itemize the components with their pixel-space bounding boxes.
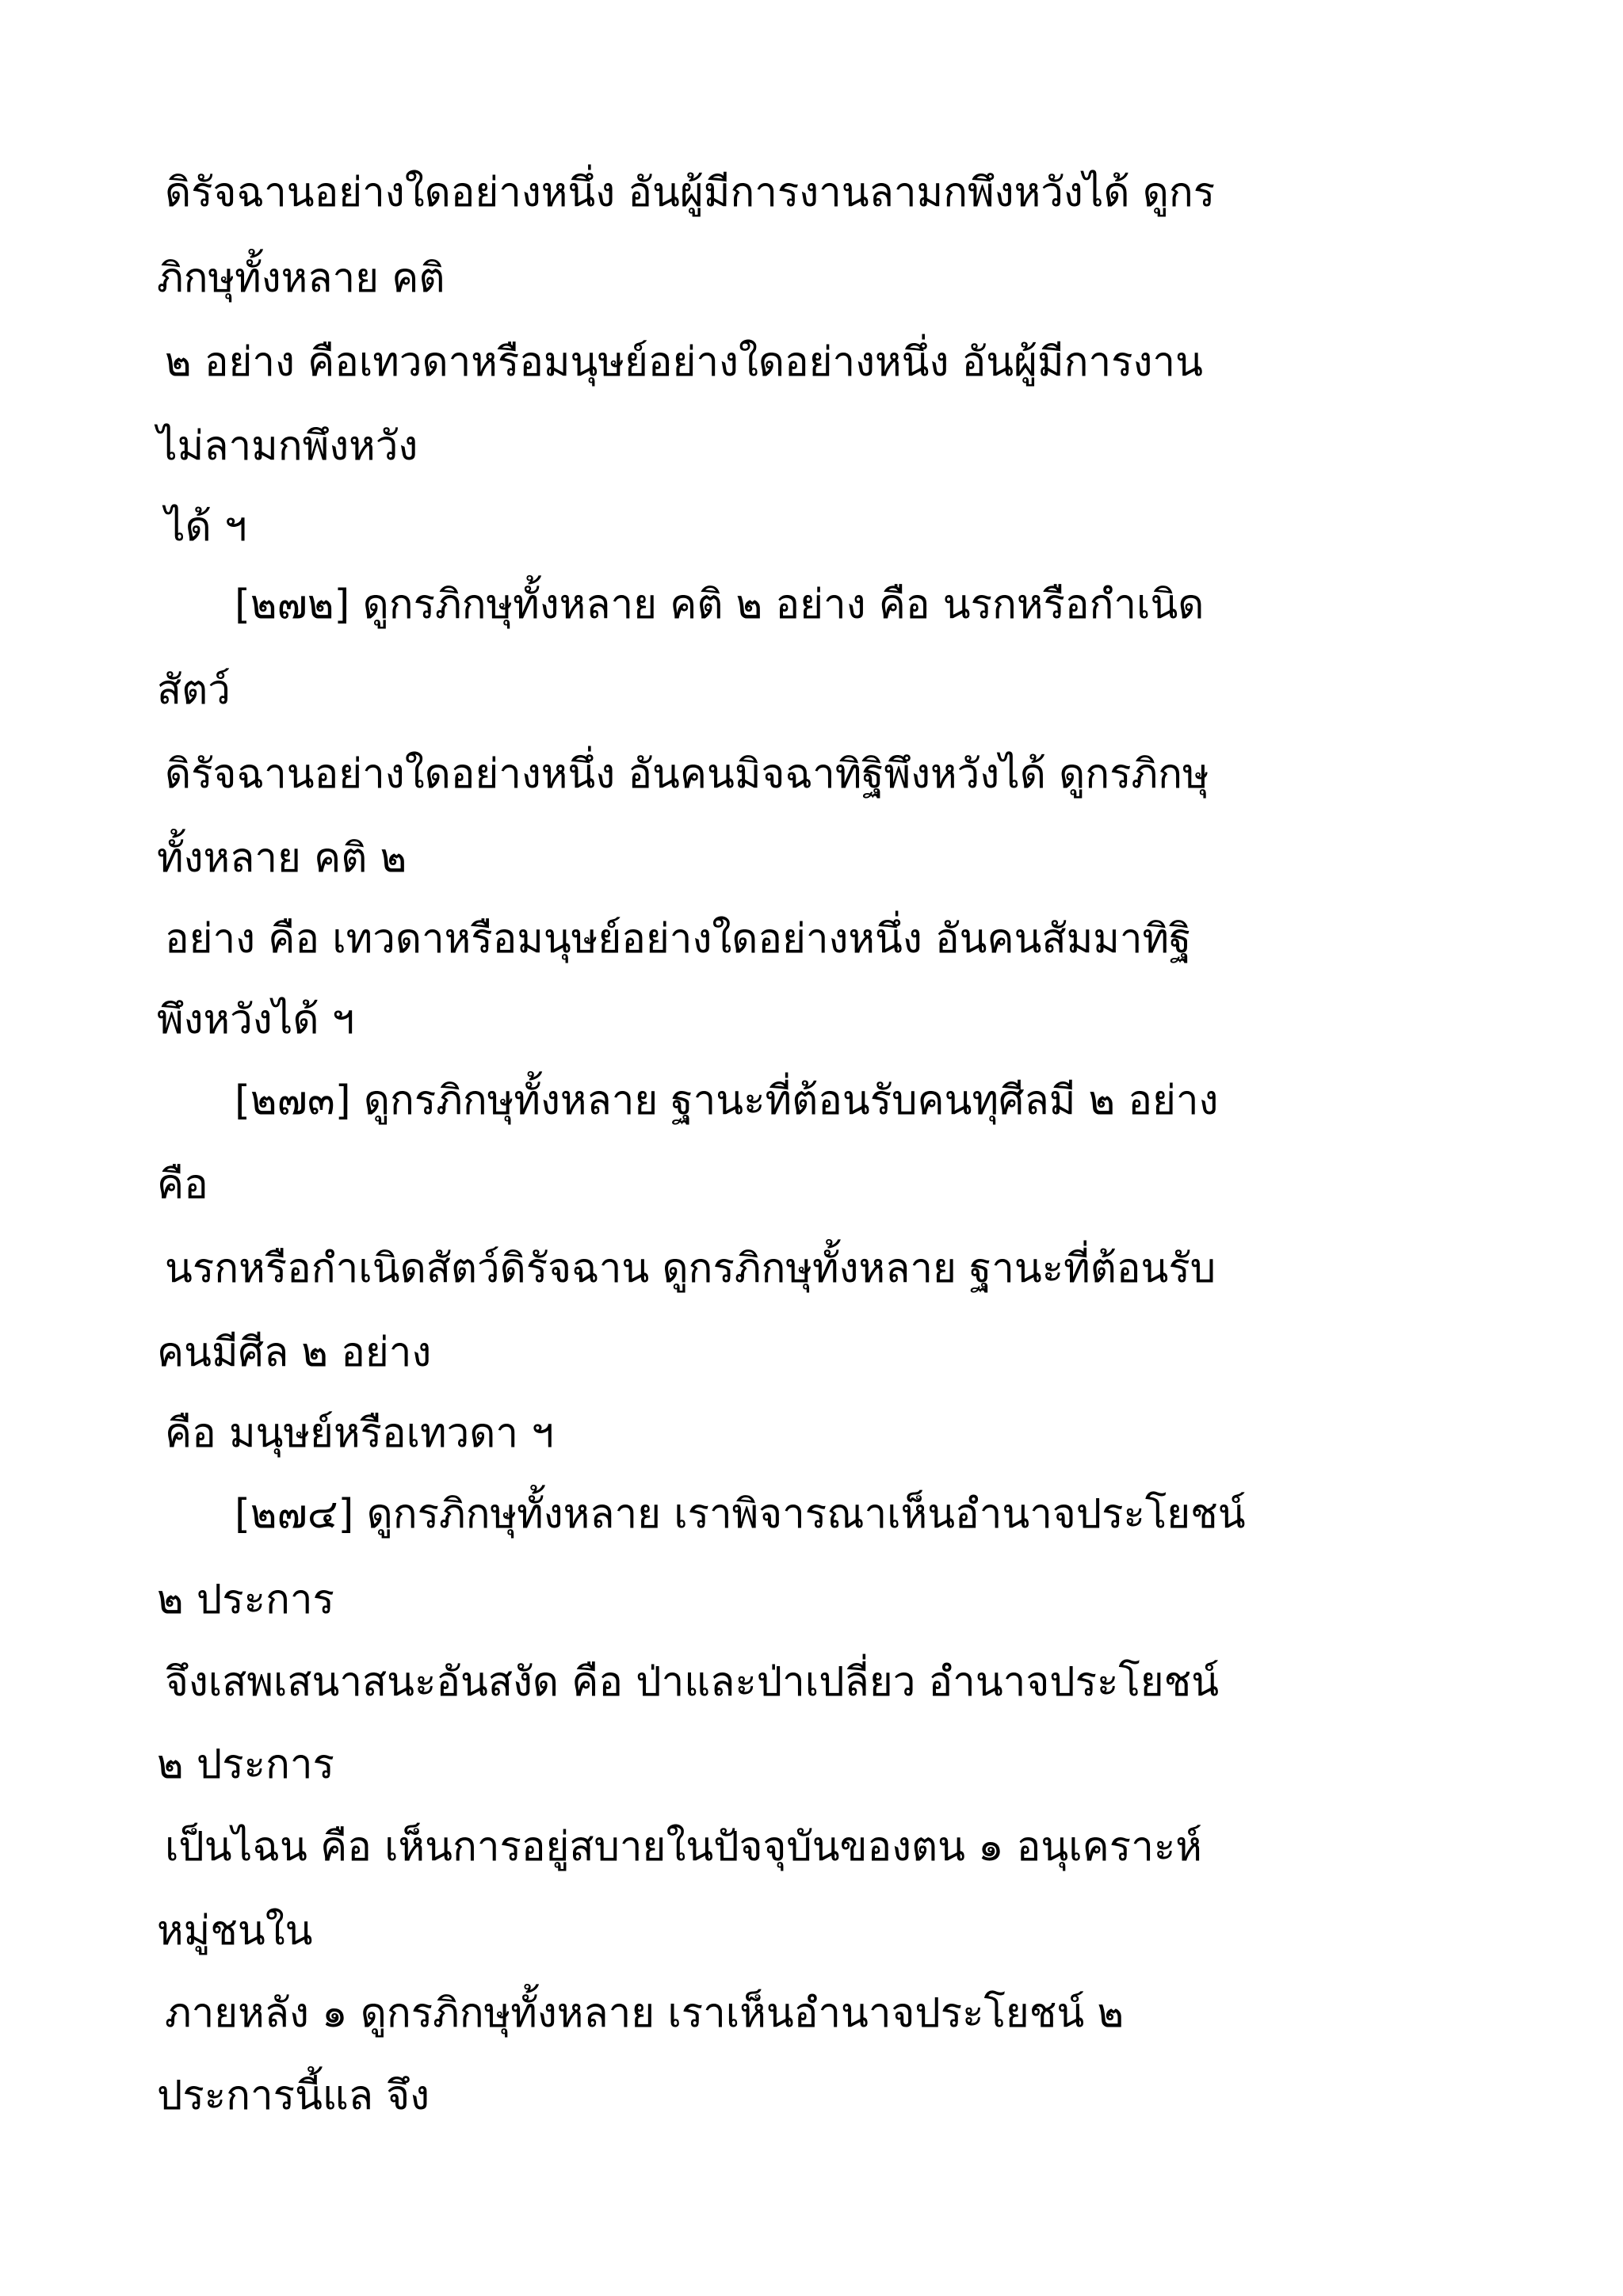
text-line: หมู่ชนใน — [157, 1908, 313, 1955]
text-line: ภายหลัง ๑ ดูกรภิกษุทั้งหลาย เราเห็นอำนาจประโยชน์ ๒ — [165, 1990, 1125, 2037]
text-line: ทั้งหลาย คติ ๒ — [157, 835, 407, 882]
text-line: คือ มนุษย์หรือเทวดา ฯ — [165, 1410, 554, 1457]
paragraph-start-line: [๒๗๓] ดูกรภิกษุทั้งหลาย ฐานะที่ต้อนรับคนทุศีลมี ๒ อย่าง — [235, 1077, 1219, 1124]
text-line: พึงหวังได้ ฯ — [157, 997, 355, 1043]
text-line: ประการนี้แล จึง — [157, 2073, 430, 2119]
text-line: คนมีศีล ๒ อย่าง — [157, 1329, 432, 1376]
paragraph-start-line: [๒๗๔] ดูกรภิกษุทั้งหลาย เราพิจารณาเห็นอำนาจประโยชน์ — [235, 1491, 1246, 1538]
text-line: ได้ ฯ — [165, 504, 247, 551]
text-line: สัตว์ — [157, 667, 231, 714]
text-line: คือ — [157, 1161, 208, 1208]
text-line: จึงเสพเสนาสนะอันสงัด คือ ป่าและป่าเปลี่ยว อำนาจประโยชน์ — [165, 1659, 1220, 1706]
text-line: ดิรัจฉานอย่างใดอย่างหนึ่ง อันผู้มีการงานลามกพึงหวังได้ ดูกร — [165, 170, 1216, 216]
text-line: ดิรัจฉานอย่างใดอย่างหนึ่ง อันคนมิจฉาทิฐิพึงหวังได้ ดูกรภิกษุ — [165, 751, 1209, 798]
text-line: ๒ ประการ — [157, 1741, 334, 1788]
text-line: ๒ อย่าง คือเทวดาหรือมนุษย์อย่างใดอย่างหนึ่ง อันผู้มีการงาน — [165, 339, 1203, 386]
text-line: อย่าง คือ เทวดาหรือมนุษย์อย่างใดอย่างหนึ่ง อันคนสัมมาทิฐิ — [165, 916, 1192, 963]
text-line: นรกหรือกำเนิดสัตว์ดิรัจฉาน ดูกรภิกษุทั้งหลาย ฐานะที่ต้อนรับ — [165, 1245, 1216, 1292]
text-line: ภิกษุทั้งหลาย คติ — [157, 255, 445, 302]
text-line: ๒ ประการ — [157, 1577, 334, 1623]
text-line: ไม่ลามกพึงหวัง — [157, 423, 418, 470]
text-line: เป็นไฉน คือ เห็นการอยู่สบายในปัจจุบันของตน ๑ อนุเคราะห์ — [165, 1824, 1202, 1871]
paragraph-start-line: [๒๗๒] ดูกรภิกษุทั้งหลาย คติ ๒ อย่าง คือ นรกหรือกำเนิด — [235, 582, 1205, 628]
